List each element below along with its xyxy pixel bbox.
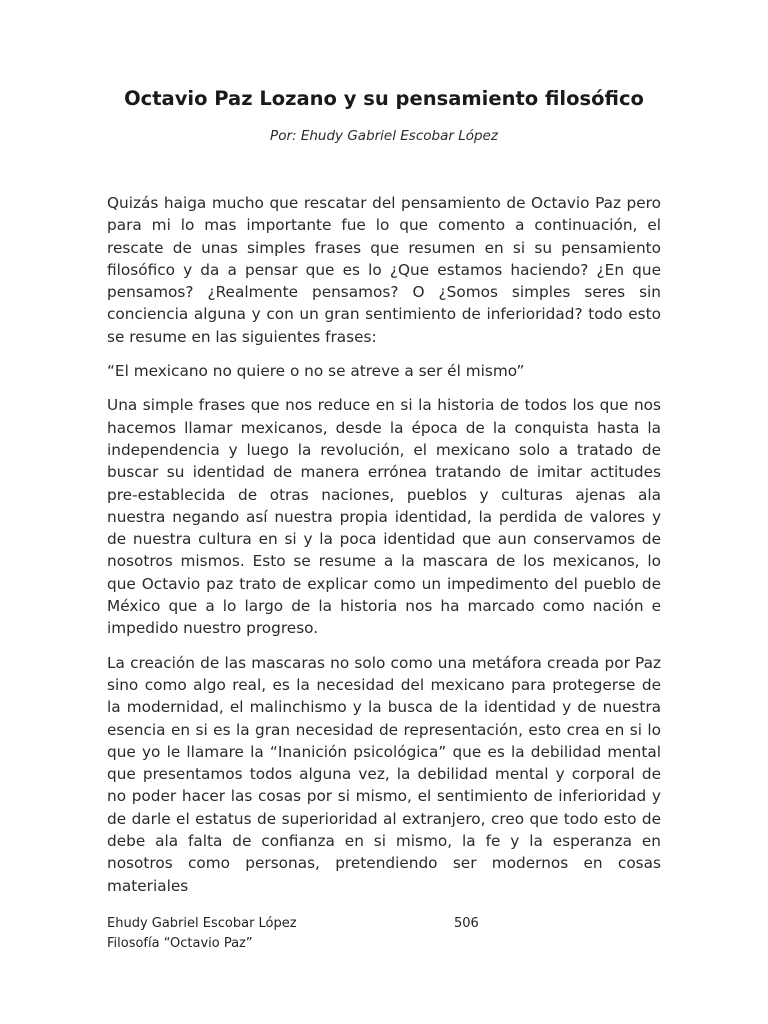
document-body [107,192,661,909]
page-number: 506 [454,916,479,931]
page-footer [107,914,661,954]
document-author: Por: Ehudy Gabriel Escobar López [270,128,498,144]
footer-author: Ehudy Gabriel Escobar López [107,916,297,931]
paragraph-intro: Quizás haiga mucho que rescatar del pensamiento de Octavio Paz pero para mi lo mas importante fue lo que comento a continuación, el rescate de unas simples frases que resumen en si su pensamiento filosófico y da a pensar que es lo ¿Que estamos haciendo? ¿En que pensamos? ¿Realmente pensamos? O ¿Somos simples seres sin conciencia alguna y con un gran sentimiento de inferioridad? todo esto se resume en las siguientes frases: [107,194,661,346]
paragraph-quote: “El mexicano no quiere o no se atreve a ser él mismo” [107,362,525,381]
paragraph-history: Una simple frases que nos reduce en si la historia de todos los que nos hacemos llamar mexicanos, desde la época de la conquista hasta la independencia y luego la revolución, el mexicano solo a tratado de buscar su identidad de manera errónea tratando de imitar actitudes pre-establecida de otras naciones, pueblos y culturas ajenas ala nuestra negando así nuestra propia identidad, la perdida de valores y de nuestra cultura en si y la poca identidad que aun conservamos de nosotros mismos. Esto se resume a la mascara de los mexicanos, lo que Octavio paz trato de explicar como un impedimento del pueblo de México que a lo largo de la historia nos ha marcado como nación e impedido nuestro progreso. [107,396,661,638]
footer-course: Filosofía “Octavio Paz” [107,936,253,951]
paragraph-masks: La creación de las mascaras no solo como una metáfora creada por Paz sino como algo real, es la necesidad del mexicano para protegerse de la modernidad, el malinchismo y la busca de la identidad y de nuestra esencia en si es la gran necesidad de representación, esto crea en si lo que yo le llamare la “Inanición psicológica” que es la debilidad mental que presentamos todos alguna vez, la debilidad mental y corporal de no poder hacer las cosas por si mismo, el sentimiento de inferioridad y de darle el estatus de superioridad al extranjero, creo que todo esto de debe ala falta de confianza en si mismo, la fe y la esperanza en nosotros como personas, pretendiendo ser modernos en cosas materiales [107,653,661,895]
document-title: Octavio Paz Lozano y su pensamiento filosófico [124,87,644,110]
